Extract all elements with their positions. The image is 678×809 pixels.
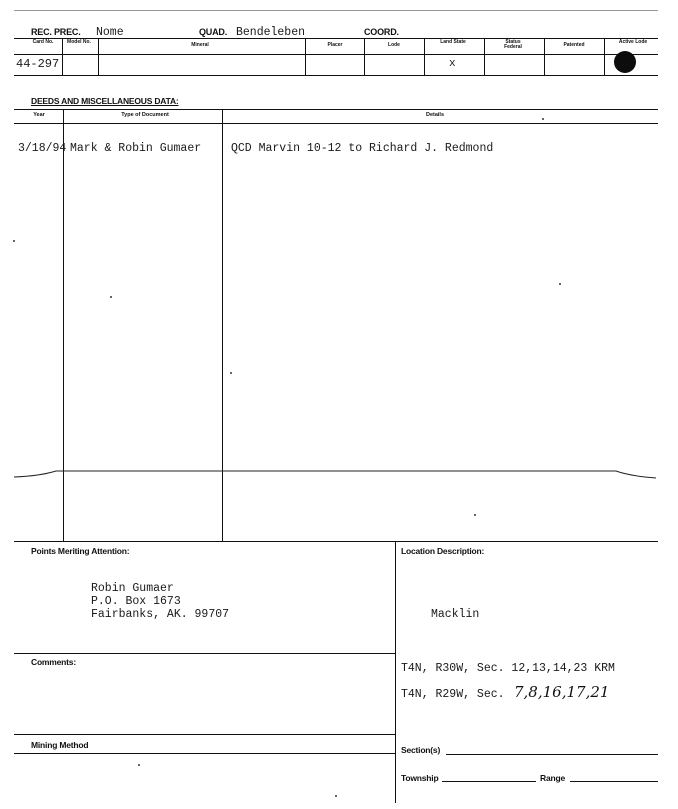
- scan-speck: [542, 118, 544, 120]
- quad-value: Bendeleben: [236, 26, 306, 39]
- coord-label: COORD.: [364, 27, 399, 37]
- scan-speck: [110, 296, 112, 298]
- col-mineral: Mineral: [191, 42, 209, 48]
- col-land-state: Land State: [440, 39, 466, 45]
- col-status-federal: Status Federal: [504, 39, 522, 50]
- deeds-table-top: [14, 109, 658, 110]
- address-line3: Fairbanks, AK. 99707: [91, 608, 230, 621]
- col-divider: [604, 38, 605, 75]
- deeds-section-title: DEEDS AND MISCELLANEOUS DATA:: [31, 96, 179, 106]
- location-place: Macklin: [431, 608, 480, 621]
- sections-field-line: [446, 754, 658, 755]
- col-placer: Placer: [327, 42, 343, 48]
- col-card-no: Card No.: [32, 39, 54, 45]
- col-divider: [305, 38, 306, 75]
- lower-center-divider: [395, 541, 396, 803]
- col-divider: [484, 38, 485, 75]
- fold-crease: [0, 462, 678, 486]
- points-label: Points Meriting Attention:: [31, 546, 130, 556]
- deeds-table-header-bottom: [14, 123, 658, 124]
- address-line1: Robin Gumaer: [91, 582, 174, 595]
- mining-method-rule: [14, 753, 395, 754]
- location-line2-handwritten: 7,8,16,17,21: [514, 683, 610, 701]
- deed-details: QCD Marvin 10-12 to Richard J. Redmond: [231, 142, 494, 155]
- location-line2: T4N, R29W, Sec.: [401, 688, 505, 701]
- comments-label: Comments:: [31, 657, 76, 667]
- range-field-line: [570, 781, 658, 782]
- col-details: Details: [425, 112, 445, 118]
- record-table-header-bottom: [14, 54, 658, 55]
- card-no-value: 44-297: [16, 57, 60, 71]
- punch-hole-dot: [614, 51, 636, 73]
- scan-speck: [230, 372, 232, 374]
- col-divider: [364, 38, 365, 75]
- township-label: Township: [401, 773, 439, 783]
- col-type-of-document: Type of Document: [121, 112, 169, 118]
- scan-speck: [138, 764, 140, 766]
- col-divider: [98, 38, 99, 75]
- record-table-top: [14, 38, 658, 39]
- land-state-mark: x: [449, 58, 456, 70]
- scan-speck: [335, 795, 337, 797]
- comments-bottom-rule: [14, 734, 395, 735]
- col-patented: Patented: [563, 42, 585, 48]
- range-label: Range: [540, 773, 565, 783]
- mining-method-label: Mining Method: [31, 740, 89, 750]
- quad-label: QUAD.: [199, 27, 227, 37]
- col-divider: [544, 38, 545, 75]
- township-field-line: [442, 781, 536, 782]
- location-line1: T4N, R30W, Sec. 12,13,14,23 KRM: [401, 662, 615, 675]
- scan-speck: [474, 514, 476, 516]
- top-rule: [14, 10, 658, 11]
- record-table-bottom: [14, 75, 658, 76]
- col-model-no: Model No.: [67, 39, 91, 45]
- location-label: Location Description:: [401, 546, 485, 556]
- col-lode: Lode: [388, 42, 400, 48]
- deeds-table-bottom: [14, 541, 658, 542]
- scan-speck: [13, 240, 15, 242]
- rec-prec-value: Nome: [96, 26, 124, 39]
- points-bottom-rule: [14, 653, 395, 654]
- deed-type: Mark & Robin Gumaer: [70, 142, 202, 155]
- col-active: Active Lode: [618, 39, 648, 45]
- sections-label: Section(s): [401, 745, 441, 755]
- col-divider: [424, 38, 425, 75]
- col-divider: [62, 38, 63, 75]
- rec-prec-label: REC. PREC.: [31, 27, 81, 37]
- scan-speck: [559, 283, 561, 285]
- deed-year: 3/18/94: [18, 142, 67, 155]
- address-line2: P.O. Box 1673: [91, 595, 181, 608]
- col-year: Year: [33, 112, 45, 118]
